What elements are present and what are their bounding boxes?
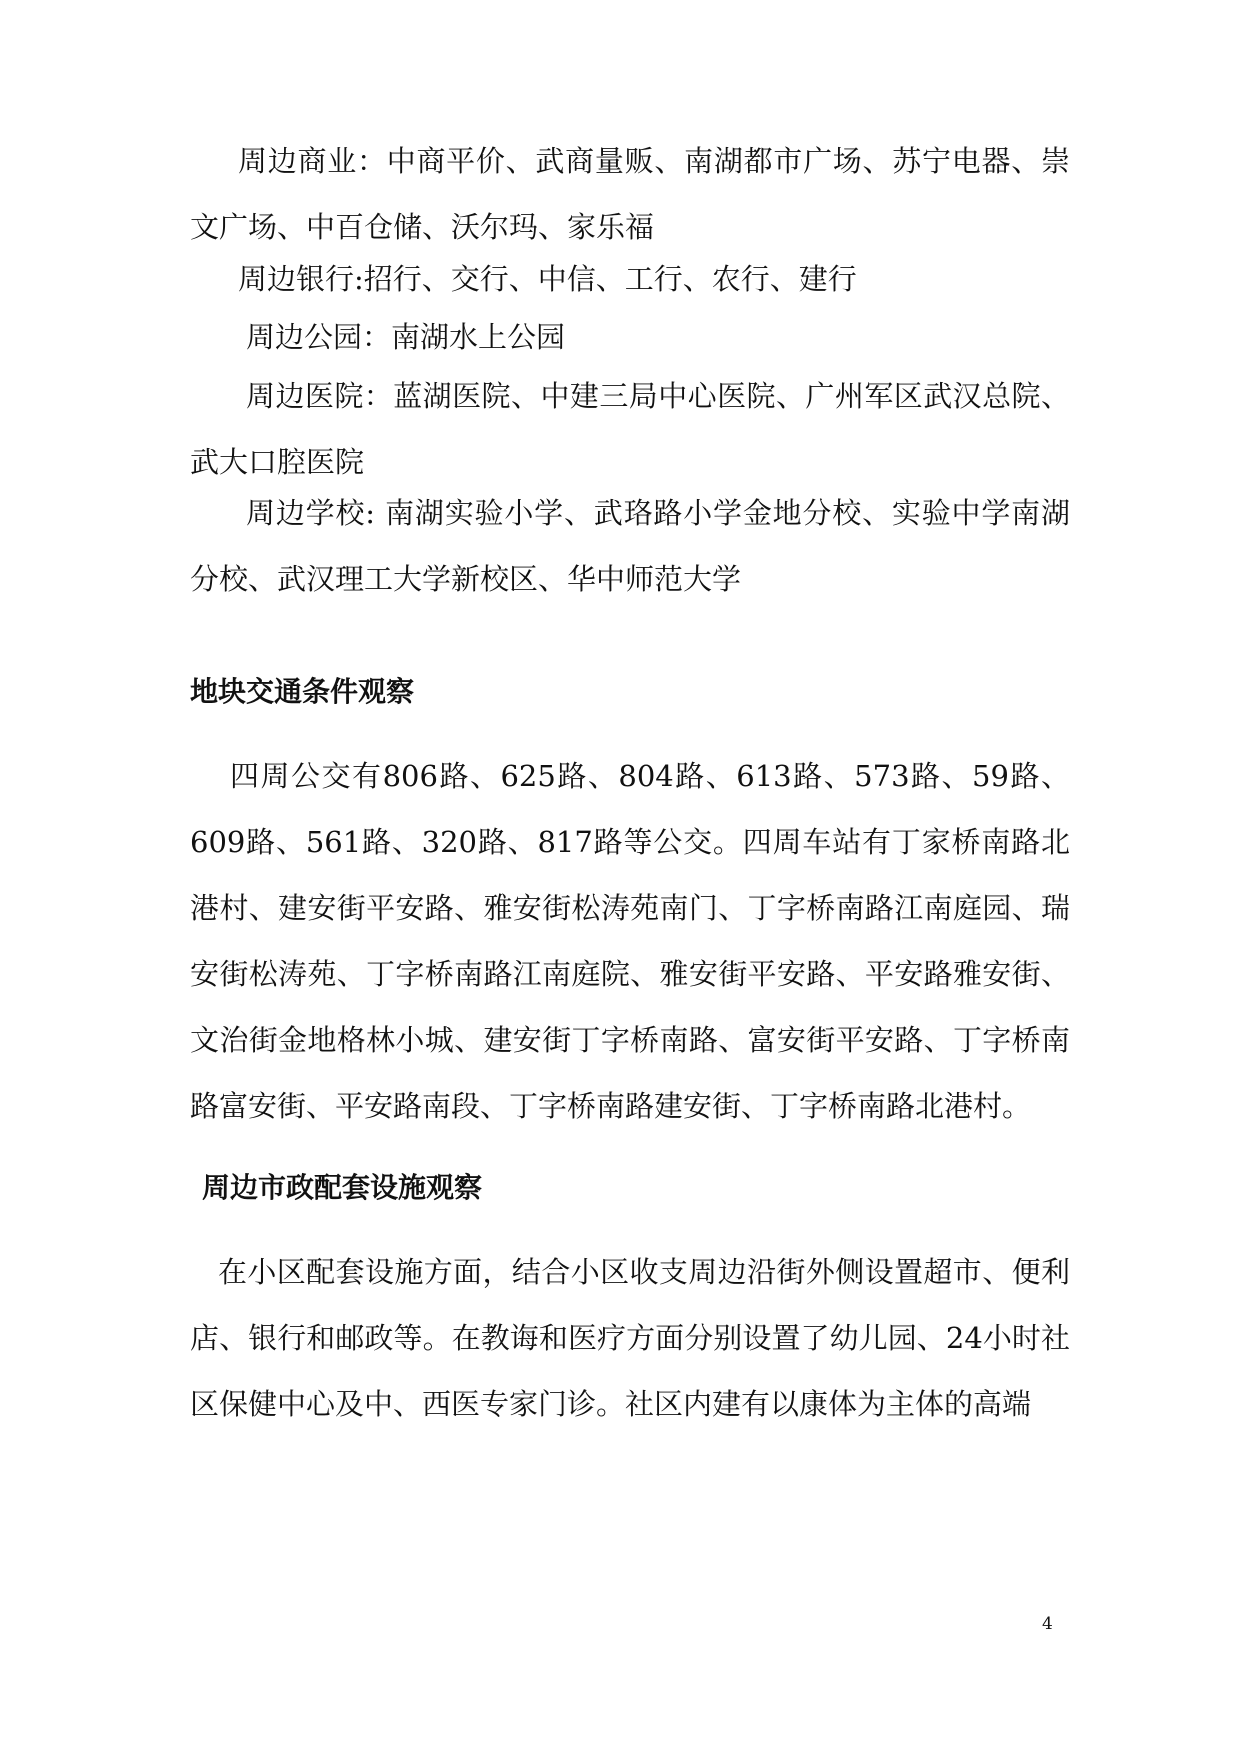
page-number: 4 xyxy=(1042,1614,1053,1634)
paragraph-banks: 周边银行:招行、交行、中信、工行、农行、建行 xyxy=(238,262,857,296)
paragraph-commerce: 周边商业：中商平价、武商量贩、南湖都市广场、苏宁电器、崇文广场、中百仓储、沃尔玛、家乐福 xyxy=(190,144,1070,244)
paragraph-hospitals: 周边医院：蓝湖医院、中建三局中心医院、广州军区武汉总院、武大口腔医院 xyxy=(190,379,1070,479)
paragraph-facilities: 在小区配套设施方面，结合小区收支周边沿街外侧设置超市、便利店、银行和邮政等。在教诲和医疗方面分别设置了幼儿园、24小时社区保健中心及中、西医专家门诊。社区内建有以康体为主体的高端 xyxy=(190,1255,1070,1421)
section-heading-transport: 地块交通条件观察 xyxy=(190,675,415,708)
paragraph-schools: 周边学校: 南湖实验小学、武珞路小学金地分校、实验中学南湖分校、武汉理工大学新校区、华中师范大学 xyxy=(190,496,1070,596)
section-heading-facilities: 周边市政配套设施观察 xyxy=(202,1171,483,1204)
paragraph-transport: 四周公交有806路、625路、804路、613路、573路、59路、609路、561路、320路、817路等公交。四周车站有丁家桥南路北港村、建安街平安路、雅安街松涛苑南门、丁字桥南路江南庭园、瑞安街松涛苑、丁字桥南路江南庭院、雅安街平安路、平安路雅安街、文治街金地格林小城、建安街丁字桥南路、富安街平安路、丁字桥南路富安街、平安路南段、丁字桥南路建安街、丁字桥南路北港村。 xyxy=(190,759,1070,1123)
paragraph-parks: 周边公园：南湖水上公园 xyxy=(246,320,566,354)
